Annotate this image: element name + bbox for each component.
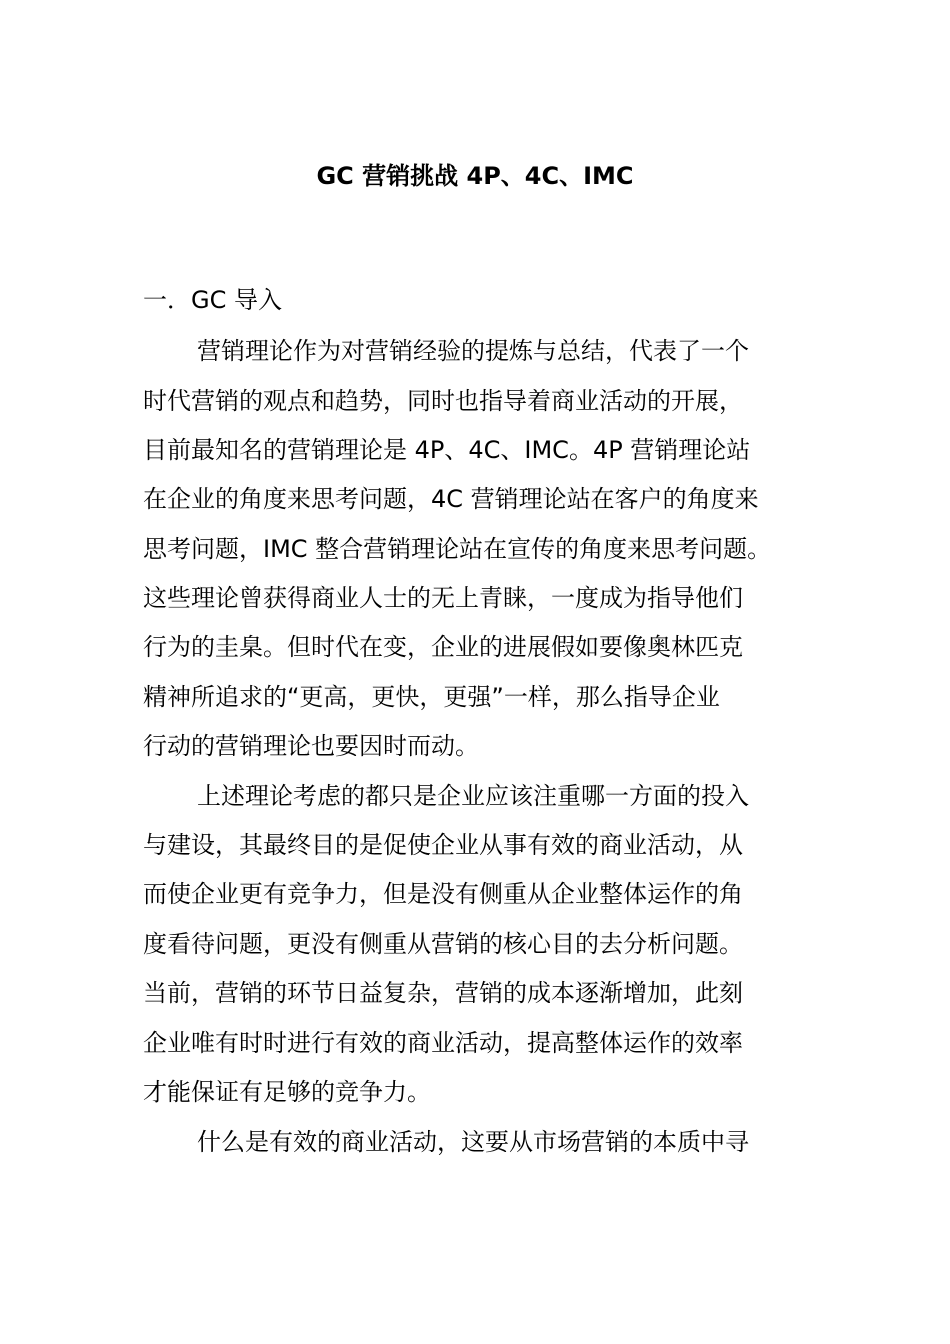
paragraph-line: 目前最知名的营销理论是 4P、4C、IMC。4P 营销理论站 xyxy=(143,436,751,464)
paragraph-line: 才能保证有足够的竞争力。 xyxy=(143,1078,431,1106)
paragraph-line: 思考问题，IMC 整合营销理论站在宣传的角度来思考问题。 xyxy=(143,535,772,563)
paragraph-line: 而使企业更有竞争力，但是没有侧重从企业整体运作的角 xyxy=(143,880,743,908)
paragraph-line: 与建设，其最终目的是促使企业从事有效的商业活动，从 xyxy=(143,831,743,859)
paragraph-line: 上述理论考虑的都只是企业应该注重哪一方面的投入 xyxy=(197,782,749,810)
paragraph-line: 精神所追求的“更高，更快，更强”一样，那么指导企业 xyxy=(143,683,720,711)
paragraph-line: 在企业的角度来思考问题，4C 营销理论站在客户的角度来 xyxy=(143,485,759,513)
paragraph-line: 行为的圭臬。但时代在变，企业的进展假如要像奥林匹克 xyxy=(143,633,743,661)
paragraph-line: 营销理论作为对营销经验的提炼与总结，代表了一个 xyxy=(197,337,749,365)
paragraph-line: 行动的营销理论也要因时而动。 xyxy=(143,732,479,760)
paragraph-line: 企业唯有时时进行有效的商业活动，提高整体运作的效率 xyxy=(143,1029,743,1057)
paragraph-line: 当前，营销的环节日益复杂，营销的成本逐渐增加，此刻 xyxy=(143,979,743,1007)
paragraph-line: 度看待问题，更没有侧重从营销的核心目的去分析问题。 xyxy=(143,930,743,958)
paragraph-line: 时代营销的观点和趋势，同时也指导着商业活动的开展， xyxy=(143,387,743,415)
paragraph-line: 什么是有效的商业活动，这要从市场营销的本质中寻 xyxy=(197,1128,749,1156)
section-heading: 一．GC 导入 xyxy=(143,286,282,314)
document-title: GC 营销挑战 4P、4C、IMC xyxy=(316,162,634,190)
paragraph-line: 这些理论曾获得商业人士的无上青睐，一度成为指导他们 xyxy=(143,584,743,612)
